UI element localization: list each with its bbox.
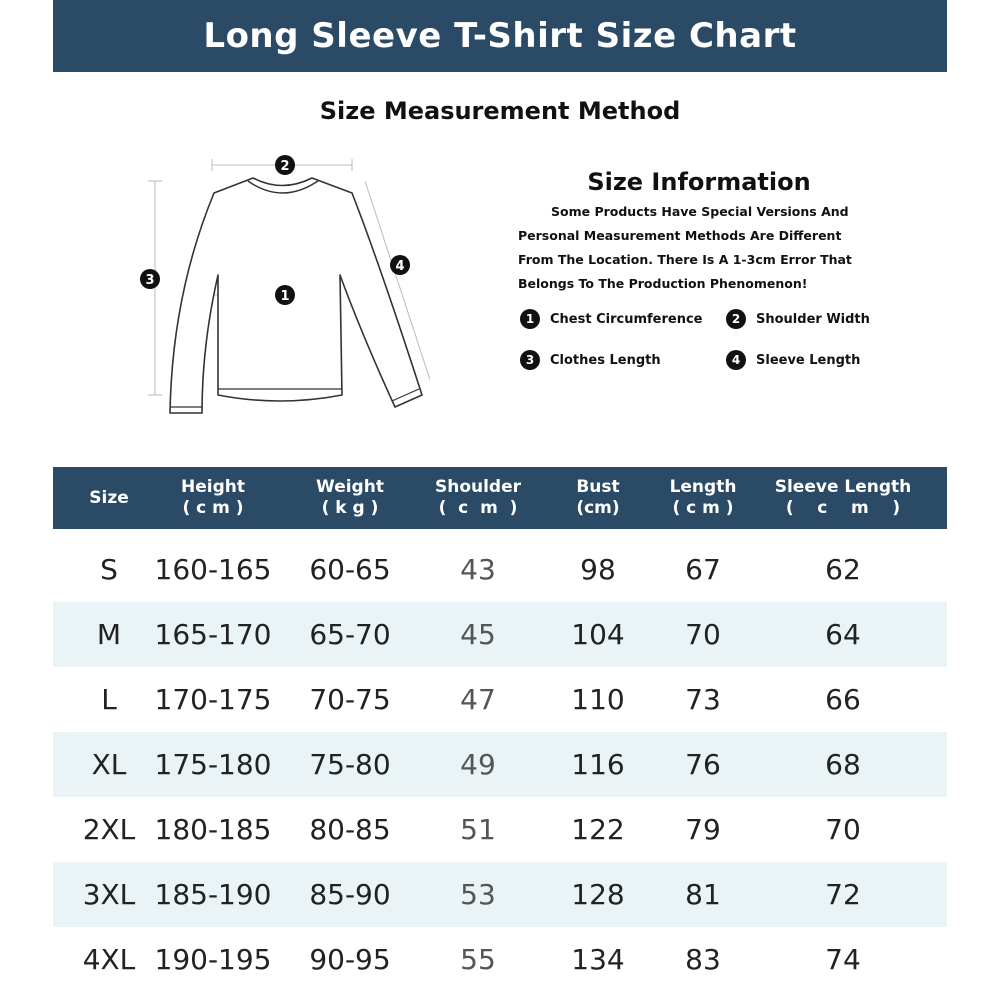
- header-label: Shoulder: [434, 477, 522, 497]
- header-label: Size: [89, 487, 129, 508]
- cell-bust: 122: [571, 813, 625, 846]
- cell-sleeve-length: 70: [825, 813, 861, 846]
- cell-bust: 128: [571, 878, 625, 911]
- cell-shoulder: 45: [460, 618, 496, 651]
- marker-3: [140, 269, 160, 289]
- cell-shoulder: 49: [460, 748, 496, 781]
- cell-weight: 90-95: [309, 943, 391, 976]
- table-header: [53, 467, 947, 529]
- header-unit: ( c m ): [438, 498, 518, 518]
- marker-1-number: 1: [280, 289, 290, 304]
- title-banner: [53, 0, 947, 72]
- header-bust: [553, 467, 643, 529]
- legend-item-shoulder: [726, 309, 870, 329]
- header-weight: [285, 467, 415, 529]
- cell-sleeve-length: 72: [825, 878, 861, 911]
- header-label: Weight: [316, 477, 384, 497]
- cell-size: M: [96, 618, 122, 651]
- cell-sleeve-length: 68: [825, 748, 861, 781]
- header-unit: ( c m ): [182, 498, 244, 518]
- cell-shoulder: 43: [460, 553, 496, 586]
- table-row: [53, 667, 947, 732]
- marker-3-number: 3: [145, 273, 155, 288]
- table-row: [53, 797, 947, 862]
- info-line: From The Location. There Is A 1-3cm Error That: [518, 252, 852, 267]
- header-unit: ( c m ): [672, 498, 734, 518]
- legend-number: 1: [520, 309, 540, 329]
- info-line: Personal Measurement Methods Are Different: [518, 228, 842, 243]
- cell-sleeve-length: 64: [825, 618, 861, 651]
- legend-number: 2: [726, 309, 746, 329]
- header-size: [73, 467, 145, 529]
- cell-length: 70: [685, 618, 721, 651]
- cell-height: 175-180: [154, 748, 272, 781]
- marker-1: [275, 285, 295, 305]
- cell-weight: 80-85: [309, 813, 391, 846]
- cell-bust: 134: [571, 943, 625, 976]
- header-label: Length: [669, 477, 737, 497]
- legend-item-chest: [520, 309, 702, 329]
- cell-length: 79: [685, 813, 721, 846]
- table-row: [53, 732, 947, 797]
- header-label: Bust: [576, 477, 620, 497]
- info-text: [518, 200, 880, 296]
- legend-label: Clothes Length: [550, 352, 661, 368]
- shirt-diagram: [130, 145, 430, 425]
- cell-size: S: [100, 553, 118, 586]
- cell-weight: 60-65: [309, 553, 391, 586]
- marker-2-number: 2: [280, 159, 290, 174]
- header-label: Sleeve Length: [774, 477, 912, 497]
- marker-2: [275, 155, 295, 175]
- table-row: [53, 537, 947, 602]
- header-unit: (cm): [576, 498, 620, 518]
- cell-weight: 70-75: [309, 683, 391, 716]
- cell-size: XL: [91, 748, 127, 781]
- cell-sleeve-length: 66: [825, 683, 861, 716]
- legend-label: Sleeve Length: [756, 352, 861, 368]
- table-row: [53, 602, 947, 667]
- info-line: Some Products Have Special Versions And: [551, 204, 849, 219]
- cell-size: 4XL: [82, 943, 136, 976]
- cell-bust: 98: [580, 553, 616, 586]
- cell-height: 170-175: [154, 683, 272, 716]
- cell-bust: 116: [571, 748, 625, 781]
- cell-shoulder: 55: [460, 943, 496, 976]
- cell-size: L: [101, 683, 117, 716]
- legend-label: Shoulder Width: [756, 311, 870, 327]
- cell-weight: 75-80: [309, 748, 391, 781]
- cell-size: 3XL: [82, 878, 136, 911]
- cell-weight: 85-90: [309, 878, 391, 911]
- header-length: [658, 467, 748, 529]
- header-sleeve-length: [763, 467, 923, 529]
- cell-shoulder: 47: [460, 683, 496, 716]
- cell-shoulder: 53: [460, 878, 496, 911]
- legend-item-sleeve-length: [726, 350, 860, 370]
- cell-height: 180-185: [154, 813, 272, 846]
- cell-sleeve-length: 62: [825, 553, 861, 586]
- marker-4: [390, 255, 410, 275]
- cell-height: 165-170: [154, 618, 272, 651]
- cell-bust: 110: [571, 683, 625, 716]
- cell-bust: 104: [571, 618, 625, 651]
- header-height: [148, 467, 278, 529]
- header-unit: ( c m ): [785, 498, 901, 518]
- legend-item-clothes-length: [520, 350, 661, 370]
- method-title: Size Measurement Method: [319, 97, 681, 125]
- cell-height: 190-195: [154, 943, 272, 976]
- cell-length: 81: [685, 878, 721, 911]
- cell-length: 76: [685, 748, 721, 781]
- info-line: Belongs To The Production Phenomenon!: [518, 276, 808, 291]
- header-unit: ( k g ): [321, 498, 379, 518]
- size-information: [518, 168, 880, 296]
- header-label: Height: [181, 477, 245, 497]
- marker-4-number: 4: [395, 259, 405, 274]
- cell-length: 67: [685, 553, 721, 586]
- cell-length: 83: [685, 943, 721, 976]
- cell-size: 2XL: [82, 813, 136, 846]
- info-title: Size Information: [587, 168, 811, 196]
- cell-length: 73: [685, 683, 721, 716]
- table-row: [53, 862, 947, 927]
- cell-height: 160-165: [154, 553, 272, 586]
- table-row: [53, 927, 947, 992]
- cell-height: 185-190: [154, 878, 272, 911]
- cell-sleeve-length: 74: [825, 943, 861, 976]
- size-table: [53, 467, 947, 976]
- header-shoulder: [423, 467, 533, 529]
- legend-number: 4: [726, 350, 746, 370]
- measurement-legend: [518, 309, 898, 379]
- legend-label: Chest Circumference: [550, 311, 703, 327]
- cell-weight: 65-70: [309, 618, 391, 651]
- legend-number: 3: [520, 350, 540, 370]
- page-title: Long Sleeve T-Shirt Size Chart: [203, 16, 797, 56]
- cell-shoulder: 51: [460, 813, 496, 846]
